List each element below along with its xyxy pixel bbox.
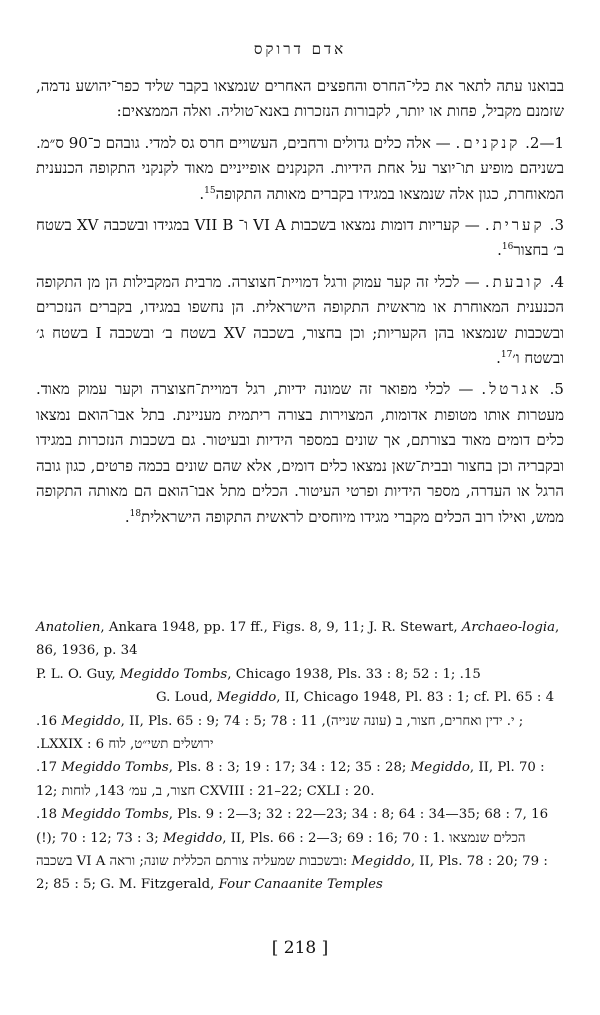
citation-text: , Pls. 8 : 3; 19 : 17; 34 : 12; 35 : 28; <box>168 760 411 776</box>
item-paragraph-4: 4. קובעת. — לכלי זה קער עמוק ורגל דמויית־חצוצרה. מרבית המקבילות הן מן התקופה הכנענית המאוחרת או מראשית התקופה הישראלית. הן נחשפו במגידו, בקברים הנזכרים ובשכבות שנמצאו בהן הקעריות; וכן בחצור, בשכבה XV בשטח ב׳ ובשכבה I בשטח ג׳ ובשטח ו׳$^{17}$. <box>36 272 564 368</box>
footnote-18 <box>36 803 564 897</box>
item-paragraph-3: 3. קערית. — קעריות דומות נמצאו בשכבות VI A ו־ VII B במגידו ובשכבה XV בשטח ב׳ בחצור$^{16}$. <box>36 216 564 260</box>
footnote-17 <box>36 756 564 803</box>
item-term: קערית. <box>484 216 545 235</box>
item-text: — קעריות דומות נמצאו בשכבות VI A ו־ VII B במגידו ובשכבה XV בשטח ב׳ בחצור <box>36 216 564 260</box>
citation-text-hebrew: ; י. ידין ואחרים, חצור, ב (עונה שנייה), ירושלים תשי״ט, לוח LXXIX : 6. <box>36 713 524 753</box>
footnote-number: .16 <box>36 713 58 729</box>
citation-title: Anatolien <box>36 620 101 635</box>
citation-title: Megiddo <box>216 690 277 706</box>
citation-title: Four Canaanite Temples <box>218 877 383 893</box>
item-text: — אלה כלים גדולים ורחבים, העשויים חרס גס למדי. גובהם כ־90 ס״מ. בשניהם מופיע תו־יוצר על אחת הידיות. הקנקנים אופייניים מאוד לקנקני התקופה הכנענית המאוחרת, כגון אלה שנמצאו במגידו בקברים מאותה התקופה <box>36 133 564 203</box>
footnote-14-continued <box>36 616 564 663</box>
footnote-ref[interactable]: 15 <box>204 185 216 196</box>
citation-text: , 86, 1936, p. 34 <box>36 620 560 659</box>
item-text: — לכלי מפואר זה שמונה ידיות, רגל דמויית־חצוצרה וקער עמוק מאוד. מעטרות אותו מטופות אדומות, המצוירות בצורה ריתמית מעניינת. בתל אבו־הואם נמצאו כלים דומים מאוד בצורתם, אך שונים במספר הידיות ובעיטור. גם בשכבות הנזכרות במגידו ובקבריה וכן בחצור ובבית־שאן נמצאו כלים דומים, אלא שהם שונים בכמה פרטים, כגון גובה הרגל או העדרה, מספר הידיות ופרטי העיטור. הכלים מתל אבו־הואם הם מאותה התקופה ממש, ואילו רוב הכלים מקברי מגידו מיוחסים לראשית התקופה הישראלית <box>36 380 564 526</box>
citation-title: Megiddo <box>61 713 121 729</box>
footnote-16 <box>36 710 564 757</box>
item-number: 1—2. <box>525 133 564 152</box>
citation-title: Megiddo <box>162 830 223 846</box>
citation-text: P. L. O. Guy, <box>36 666 120 682</box>
citation-text: , II, Pls. 66 : 2—3; 69 : 16; 70 : 1. הכלים שנמצאו בשכבה VI A ובשכבות שמעליה צורתם הכללית שונה; וראה: <box>36 830 526 870</box>
item-text: — לכלי זה קער עמוק ורגל דמויית־חצוצרה. מרבית המקבילות הן מן התקופה הכנענית המאוחרת או מראשית התקופה הישראלית. הן נחשפו במגידו, בקברים הנזכרים ובשכבות שנמצאו בהן הקעריות; וכן בחצור, בשכבה XV בשטח ב׳ ובשכבה I בשטח ג׳ ובשטח ו׳ <box>36 272 564 368</box>
footnote-number: .15 <box>459 666 481 682</box>
item-paragraph-1: 1—2. קנקנים. — אלה כלים גדולים ורחבים, העשויים חרס גס למדי. גובהם כ־90 ס״מ. בשניהם מופיע תו־יוצר על אחת הידיות. הקנקנים אופייניים מאוד לקנקני התקופה הכנענית המאוחרת, כגון אלה שנמצאו במגידו בקברים מאותה התקופה$^{15}$. <box>36 133 564 203</box>
running-head: אדם דרוקס <box>253 40 347 58</box>
item-paragraph-5: 5. אגרטל. — לכלי מפואר זה שמונה ידיות, רגל דמויית־חצוצרה וקער עמוק מאוד. מעטרות אותו מטופות אדומות, המצוירות בצורה ריתמית מעניינת. בתל אבו־הואם נמצאו כלים דומים מאוד בצורתם, אך שונים במספר הידיות ובעיטור. גם בשכבות הנזכרות במגידו ובקבריה וכן בחצור ובבית־שאן נמצאו כלים דומים, אלא שהם שונים בכמה פרטים, כגון גובה הרגל או העדרה, מספר הידיות ופרטי העיטור. הכלים מתל אבו־הואם הם מאותה התקופה ממש, ואילו רוב הכלים מקברי מגידו מיוחסים לראשית התקופה הישראלית$^{18}$. <box>36 380 564 526</box>
footnote-number: .17 <box>36 760 58 776</box>
item-term: קנקנים. <box>455 133 521 152</box>
item-number: 4. <box>549 272 564 291</box>
footnotes <box>36 616 564 897</box>
intro-paragraph: בבואנו עתה לתאר את כלי־החרס והחפצים האחרים שנמצאו בקבר שליד כפר־יהושע נדמה, שזמנם מקביל, פחות או יותר, לקבורות הנזכרות באנא־טוליה. ואלה הממצאים: <box>36 77 564 121</box>
footnote-ref[interactable]: 17 <box>500 350 513 361</box>
footnote-15-line-2 <box>36 686 564 709</box>
item-number: 3. <box>549 216 564 235</box>
main-text <box>36 74 564 536</box>
page-number: [ 218 ] <box>271 938 329 958</box>
citation-title: Megiddo <box>351 854 411 870</box>
citation-text: , Ankara 1948, pp. 17 ff., Figs. 8, 9, 11; J. R. Stewart, <box>100 620 462 635</box>
item-number: 5. <box>549 380 564 399</box>
citation-text: , Chicago 1938, Pls. 33 : 8; 52 : 1; <box>227 666 456 682</box>
citation-title: Megiddo Tombs <box>119 666 228 682</box>
item-term: אגרטל. <box>481 380 542 399</box>
citation-title: Archaeo-logia <box>461 620 556 635</box>
citation-text: , Pls. 9 : 2—3; 32 : 22—23; 34 : 8; 64 : 34—35; 68 : 7, 16 (!); 70 : 12; 73 : 3; <box>36 807 549 846</box>
citation-title: Megiddo <box>410 760 470 776</box>
item-term: קובעת. <box>484 272 545 291</box>
footnote-ref[interactable]: 16 <box>501 242 514 253</box>
footnote-ref[interactable]: 18 <box>129 508 142 519</box>
citation-text: , II, Pl. 70 : 12; חצור, ב, עמ׳ 143, לוחות CXVIII : 21–22; CXLI : 20. <box>36 760 545 799</box>
citation-text: , II, Pls. 78 : 20; 79 : 2; 85 : 5; G. M. Fitzgerald, <box>36 854 548 893</box>
citation-text: , II, Chicago 1948, Pl. 83 : 1; cf. Pl. 65 : 4 <box>276 690 555 706</box>
footnote-15 <box>36 663 564 686</box>
citation-title: Megiddo Tombs <box>61 760 169 776</box>
citation-text: , II, Pls. 65 : 9; 74 : 5; 78 : 11 <box>120 713 318 729</box>
citation-title: Megiddo Tombs <box>61 807 169 823</box>
citation-text: G. Loud, <box>156 690 217 706</box>
footnote-number: .18 <box>36 807 58 823</box>
